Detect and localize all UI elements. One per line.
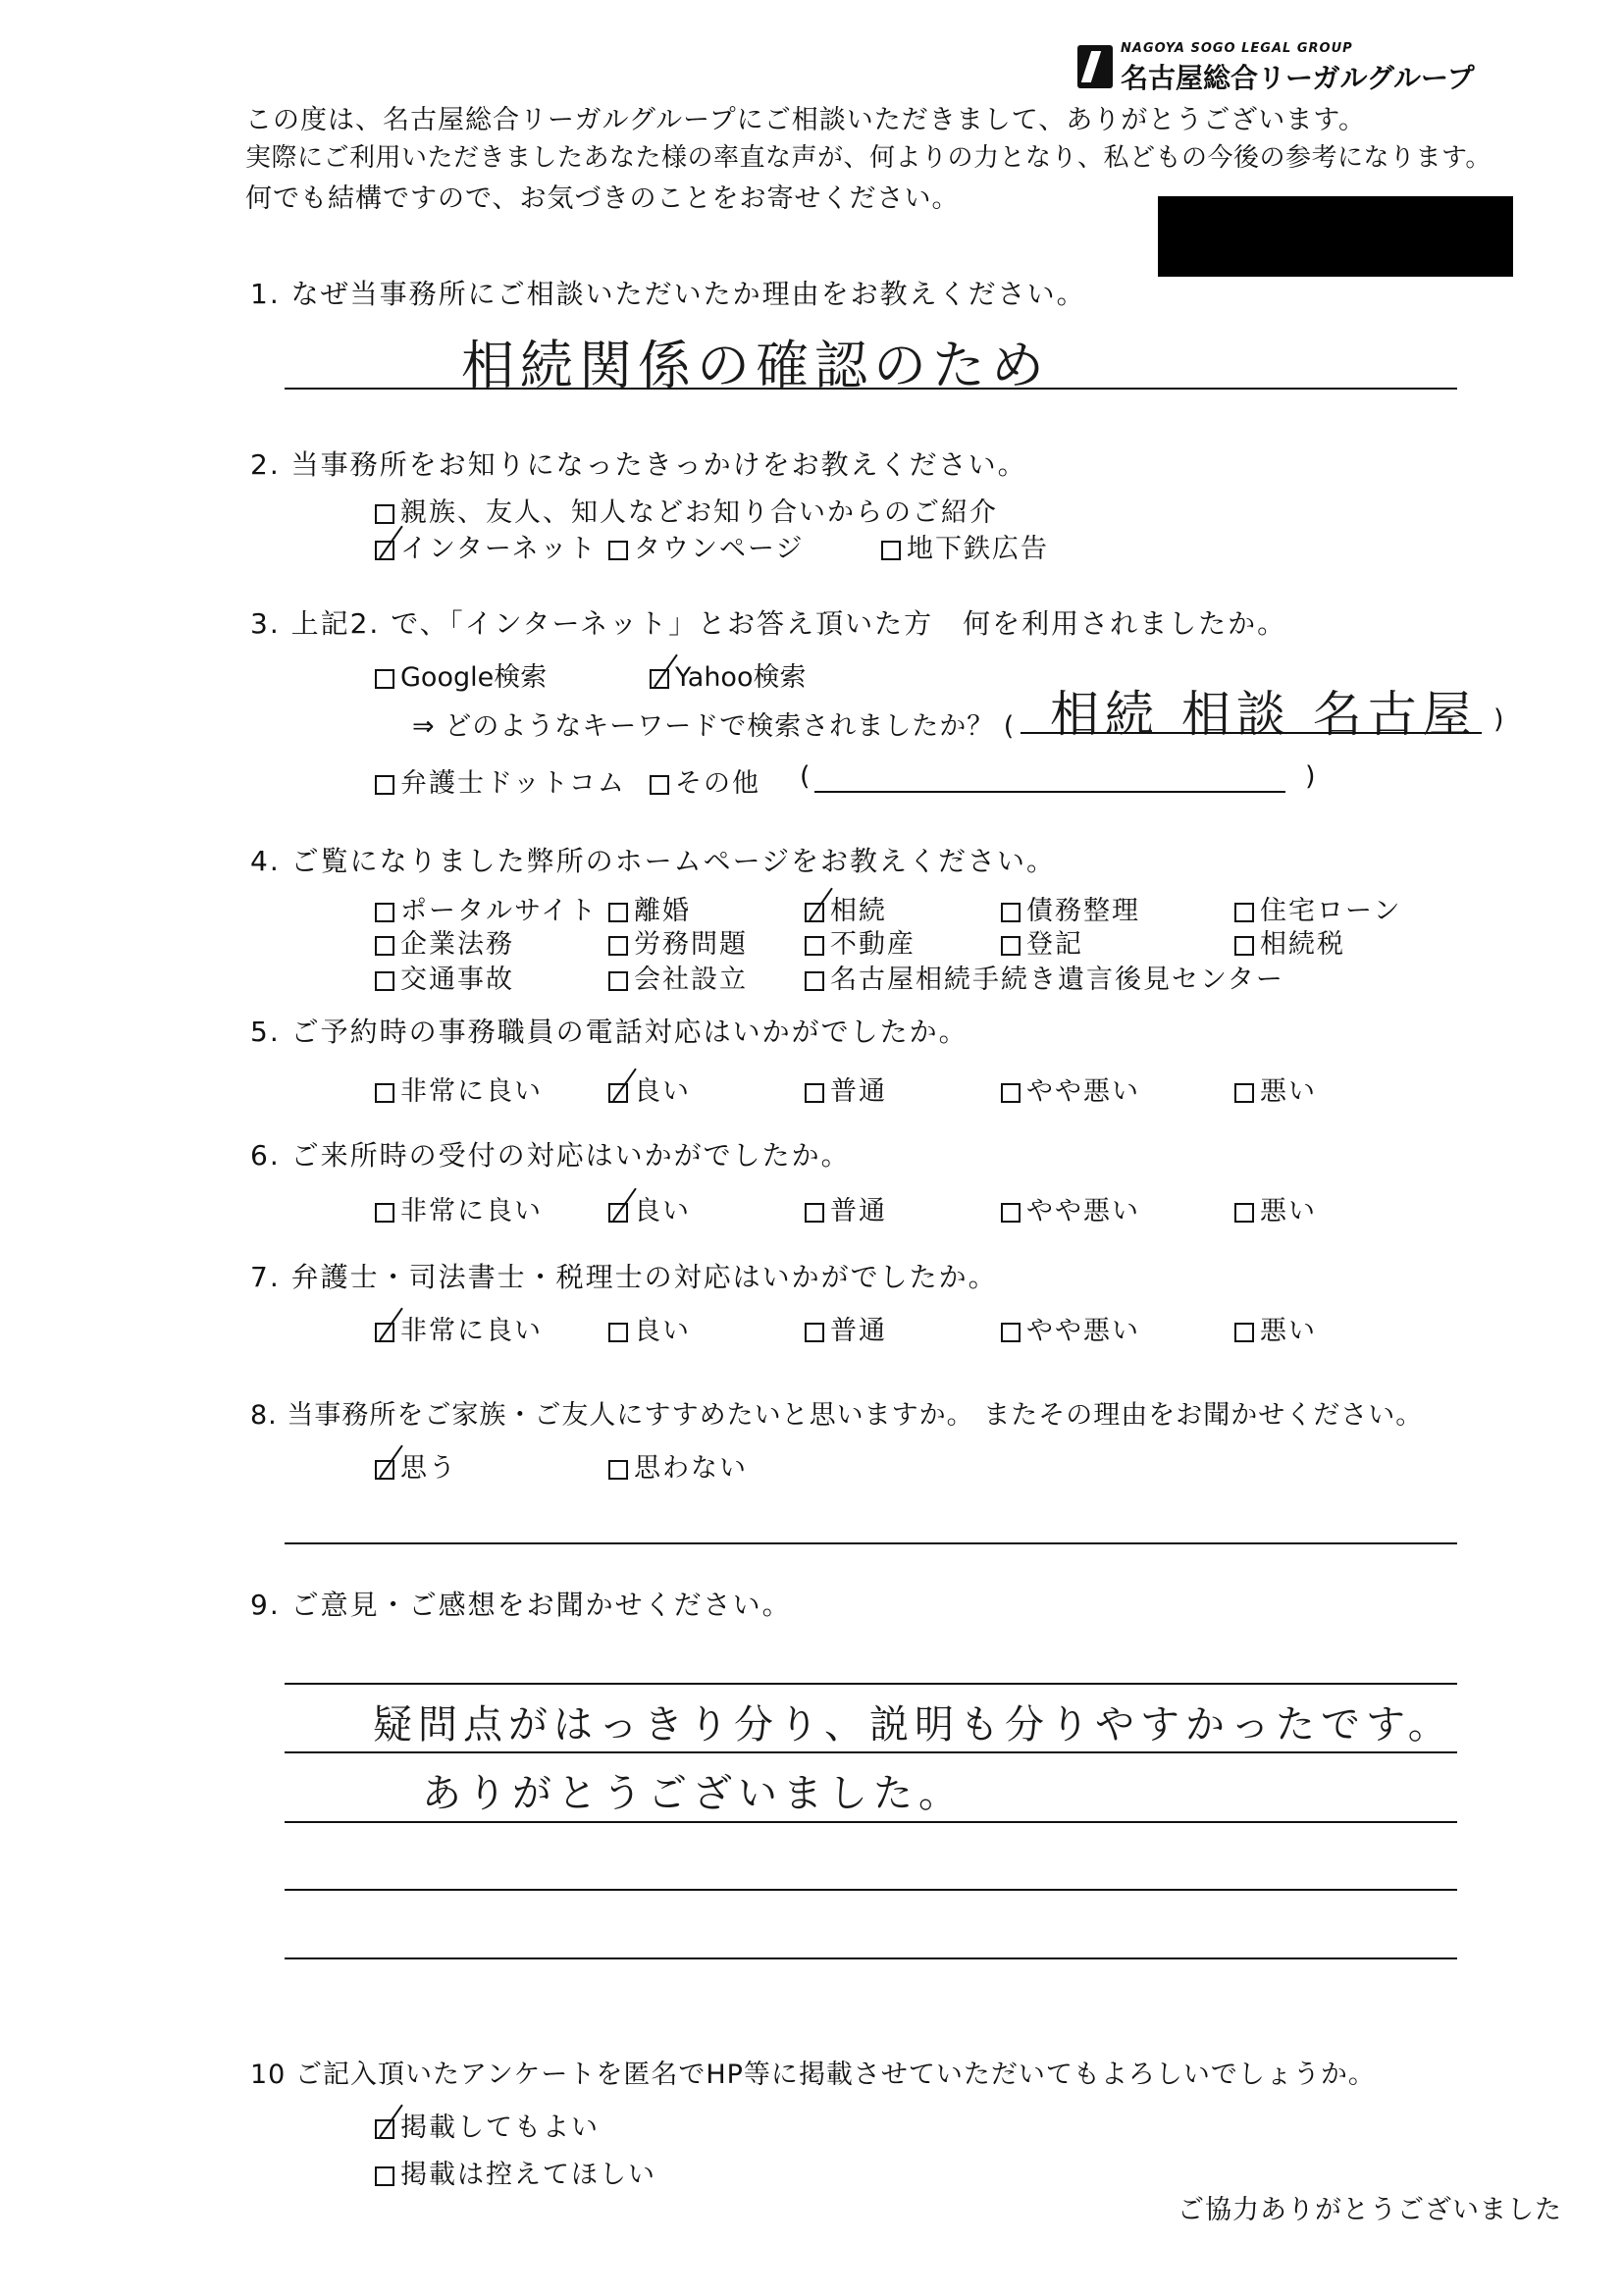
q10-label: 10 ご記入頂いたアンケートを匿名でHP等に掲載させていただいてもよろしいでしょうか。 (250, 2060, 1376, 2090)
q7-label: 7. 弁護士・司法書士・税理士の対応はいかがでしたか。 (250, 1261, 998, 1293)
q3-option-bengoshi[interactable] (375, 761, 626, 800)
option-label: 会社設立 (634, 965, 748, 995)
option-label: 非常に良い (400, 1196, 543, 1226)
q2-option-subway[interactable] (881, 527, 1049, 565)
option-label: 思わない (634, 1453, 748, 1484)
checkbox[interactable] (608, 903, 628, 922)
closing-text: ご協力ありがとうございました (1178, 2195, 1562, 2225)
q1-answer-line (285, 388, 1457, 390)
q9-line-4 (285, 1889, 1457, 1891)
checkbox[interactable] (375, 1203, 394, 1223)
checkbox[interactable] (608, 1460, 628, 1480)
option-label: 非常に良い (400, 1316, 543, 1346)
q4-option-inheritancetax[interactable] (1234, 922, 1345, 961)
checkbox[interactable] (375, 504, 394, 524)
q10-option-decline[interactable] (375, 2153, 656, 2191)
q6-option-good[interactable] (608, 1189, 691, 1227)
checkbox[interactable] (1234, 1083, 1254, 1103)
q5-option-very-good[interactable] (375, 1070, 543, 1108)
option-label: 良い (634, 1316, 691, 1346)
intro-line-1: この度は、名古屋総合リーガルグループにご相談いただきまして、ありがとうございます。 (245, 105, 1367, 135)
q7-option-very-good[interactable] (375, 1309, 543, 1347)
q4-option-traffic[interactable] (375, 958, 514, 996)
option-label: 普通 (830, 1076, 887, 1107)
q9-label: 9. ご意見・ご感想をお聞かせください。 (250, 1589, 792, 1621)
q8-option-no[interactable] (608, 1446, 748, 1485)
checkbox[interactable] (1001, 1203, 1021, 1223)
option-label: やや悪い (1026, 1196, 1140, 1226)
option-label: やや悪い (1026, 1076, 1140, 1107)
option-label: 相続 (830, 896, 887, 926)
option-label: 弁護士ドットコム (400, 768, 626, 799)
checkbox[interactable] (1234, 903, 1254, 922)
q9-line-1 (285, 1683, 1457, 1685)
checkbox[interactable] (805, 936, 824, 956)
checkbox[interactable] (375, 903, 394, 922)
checkbox[interactable] (1001, 936, 1021, 956)
checkbox-checked[interactable] (375, 541, 394, 560)
option-label: 登記 (1026, 929, 1083, 960)
checkbox[interactable] (375, 775, 394, 795)
q8-reason-line[interactable] (285, 1542, 1457, 1544)
checkbox[interactable] (608, 971, 628, 991)
redaction-block (1158, 196, 1513, 277)
checkbox-checked[interactable] (375, 2119, 394, 2139)
q4-option-realestate[interactable] (805, 922, 916, 961)
q7-option-bad[interactable] (1234, 1309, 1317, 1347)
option-label: 普通 (830, 1196, 887, 1226)
option-label: 掲載してもよい (400, 2113, 600, 2143)
checkbox[interactable] (375, 669, 394, 689)
checkbox[interactable] (375, 1083, 394, 1103)
checkbox-checked[interactable] (375, 1323, 394, 1342)
q2-option-referral[interactable] (375, 491, 998, 529)
option-label: Google検索 (400, 662, 548, 693)
option-label: その他 (675, 768, 760, 799)
q9-answer-line-1[interactable]: 疑問点がはっきり分り、説明も分りやすかったです。 (373, 1702, 1453, 1748)
option-label: 企業法務 (400, 929, 514, 960)
option-label: 掲載は控えてほしい (400, 2160, 656, 2190)
option-label: 不動産 (830, 929, 916, 960)
option-label: 非常に良い (400, 1076, 543, 1107)
checkbox[interactable] (881, 541, 901, 560)
option-label: 地下鉄広告 (907, 534, 1049, 564)
q3-other-open: ( (800, 761, 812, 792)
q5-option-bad[interactable] (1234, 1070, 1317, 1108)
q6-label: 6. ご来所時の受付の対応はいかがでしたか。 (250, 1139, 851, 1172)
q5-option-somewhat-bad[interactable] (1001, 1070, 1140, 1108)
checkbox[interactable] (1001, 1323, 1021, 1342)
q5-label: 5. ご予約時の事務職員の電話対応はいかがでしたか。 (250, 1016, 969, 1048)
q8-option-yes[interactable] (375, 1446, 457, 1485)
q3-option-google[interactable] (375, 655, 547, 694)
q9-answer-line-2[interactable]: ありがとうございました。 (422, 1771, 964, 1816)
q3-other-line[interactable] (814, 791, 1285, 793)
option-label: 債務整理 (1026, 896, 1140, 926)
q10-option-allow[interactable] (375, 2106, 600, 2144)
checkbox-checked[interactable] (805, 903, 824, 922)
q6-option-somewhat-bad[interactable] (1001, 1189, 1140, 1227)
option-label: 住宅ローン (1260, 896, 1402, 926)
checkbox-checked[interactable] (375, 1460, 394, 1480)
q5-option-good[interactable] (608, 1070, 691, 1108)
option-label: ポータルサイト (400, 896, 599, 926)
q5-option-normal[interactable] (805, 1070, 887, 1108)
checkbox[interactable] (805, 971, 824, 991)
q6-option-very-good[interactable] (375, 1189, 543, 1227)
checkbox[interactable] (608, 936, 628, 956)
checkbox[interactable] (1001, 903, 1021, 922)
q4-option-registry[interactable] (1001, 922, 1083, 961)
option-label: 親族、友人、知人などお知り合いからのご紹介 (400, 497, 998, 528)
checkbox-checked[interactable] (608, 1083, 628, 1103)
q8-label: 8. 当事務所をご家族・ご友人にすすめたいと思いますか。 またその理由をお聞かせください。 (250, 1400, 1424, 1431)
q1-answer[interactable]: 相続関係の確認のため (461, 335, 1050, 396)
checkbox-checked[interactable] (608, 1203, 628, 1223)
option-label: 悪い (1260, 1076, 1317, 1107)
q6-option-bad[interactable] (1234, 1189, 1317, 1227)
option-label: 良い (634, 1196, 691, 1226)
q3-option-yahoo[interactable] (650, 655, 806, 694)
checkbox[interactable] (375, 2166, 394, 2186)
option-label: 交通事故 (400, 965, 514, 995)
checkbox-checked[interactable] (650, 669, 669, 689)
checkbox[interactable] (375, 971, 394, 991)
option-label: 悪い (1260, 1196, 1317, 1226)
q3-label: 3. 上記2. で、「インターネット」とお答え頂いた方 何を利用されましたか。 (250, 607, 1287, 640)
checkbox[interactable] (1234, 1203, 1254, 1223)
intro-line-3: 何でも結構ですので、お気づきのことをお寄せください。 (245, 183, 960, 214)
checkbox[interactable] (650, 775, 669, 795)
q9-line-5 (285, 1957, 1457, 1959)
logo-icon (1077, 45, 1113, 88)
checkbox[interactable] (805, 1083, 824, 1103)
q3-option-other[interactable] (650, 761, 760, 800)
option-label: 思う (400, 1453, 457, 1484)
q3-keyword-line (1021, 732, 1482, 734)
option-label: 良い (634, 1076, 691, 1107)
checkbox[interactable] (375, 936, 394, 956)
intro-line-2: 実際にご利用いただきましたあなた様の率直な声が、何よりの力となり、私どもの今後の参考になります。 (245, 143, 1492, 173)
checkbox[interactable] (1234, 1323, 1254, 1342)
option-label: Yahoo検索 (675, 662, 807, 693)
q2-option-internet[interactable] (375, 527, 598, 565)
q1-label: 1. なぜ当事務所にご相談いただいたか理由をお教えください。 (250, 278, 1086, 310)
q9-line-3 (285, 1821, 1457, 1823)
option-label: 悪い (1260, 1316, 1317, 1346)
q3-other-close: ) (1305, 761, 1317, 792)
option-label: やや悪い (1026, 1316, 1140, 1346)
checkbox[interactable] (1001, 1083, 1021, 1103)
q4-label: 4. ご覧になりました弊所のホームページをお教えください。 (250, 845, 1057, 877)
q3-keyword-answer[interactable]: 相続 相談 名古屋 (1050, 686, 1478, 743)
option-label: 労務問題 (634, 929, 748, 960)
q6-option-normal[interactable] (805, 1189, 887, 1227)
checkbox[interactable] (1234, 936, 1254, 956)
q3-keyword-close: ) (1493, 704, 1505, 735)
q4-option-center[interactable] (805, 958, 1284, 996)
option-label: 相続税 (1260, 929, 1345, 960)
option-label: 離婚 (634, 896, 691, 926)
checkbox[interactable] (805, 1323, 824, 1342)
option-label: インターネット (400, 534, 598, 564)
q4-option-incorporation[interactable] (608, 958, 748, 996)
checkbox[interactable] (608, 541, 628, 560)
q4-option-corporate[interactable] (375, 922, 514, 961)
option-label: タウンページ (634, 534, 805, 564)
q4-option-labor[interactable] (608, 922, 748, 961)
logo-name-en: NAGOYA SOGO LEGAL GROUP (1121, 41, 1353, 56)
checkbox[interactable] (608, 1323, 628, 1342)
q7-option-somewhat-bad[interactable] (1001, 1309, 1140, 1347)
q7-option-good[interactable] (608, 1309, 691, 1347)
q9-line-2 (285, 1751, 1457, 1753)
q2-option-townpage[interactable] (608, 527, 804, 565)
logo-name-ja: 名古屋総合リーガルグループ (1121, 62, 1475, 94)
option-label: 普通 (830, 1316, 887, 1346)
checkbox[interactable] (805, 1203, 824, 1223)
option-label: 名古屋相続手続き遺言後見センター (830, 965, 1284, 995)
q7-option-normal[interactable] (805, 1309, 887, 1347)
q3-keyword-prompt: ⇒ どのようなキーワードで検索されましたか？ ( (412, 711, 1016, 742)
q2-label: 2. 当事務所をお知りになったきっかけをお教えください。 (250, 448, 1027, 481)
